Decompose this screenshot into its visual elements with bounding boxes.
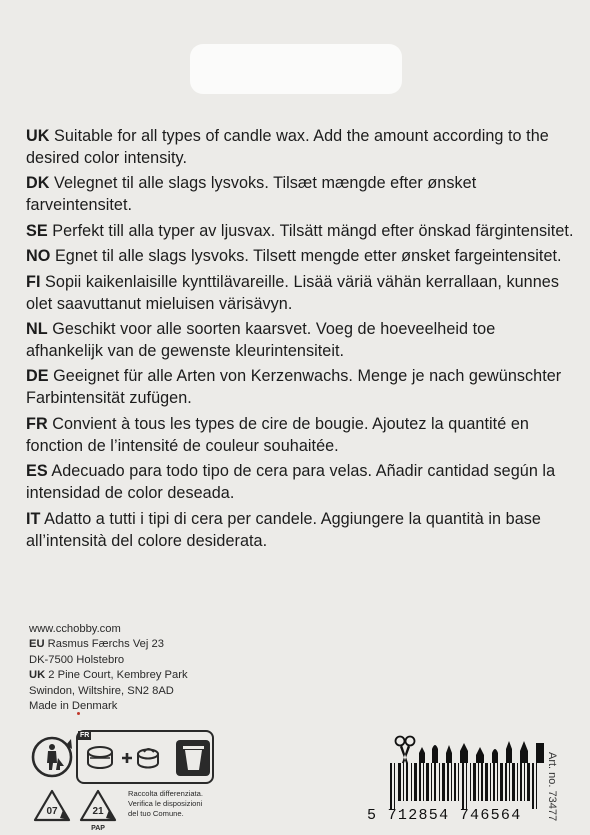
uk-address-line1: UK 2 Pine Court, Kembrey Park bbox=[29, 669, 188, 682]
instruction-fi: FI Sopii kaikenlaisille kynttilävareille. Lisää väriä vähän kerrallaan, kunnes olet saavuttanut mieluisen värisävyn. bbox=[26, 272, 559, 313]
code-07-text: 07 bbox=[46, 806, 58, 817]
recycle-code-21-icon bbox=[78, 788, 118, 834]
instruction-de: DE Geeignet für alle Arten von Kerzenwachs. Menge je nach gewünschter Farbintensität zufügen. bbox=[26, 367, 562, 408]
code-21-text: 21 bbox=[92, 806, 104, 817]
craft-tools-icon bbox=[396, 737, 545, 764]
barcode bbox=[386, 733, 552, 809]
hang-hole-tab bbox=[190, 44, 402, 94]
eu-address-line2: DK-7500 Holstebro bbox=[29, 653, 125, 666]
article-number: Art. no. 73477 bbox=[546, 752, 558, 822]
recycle-code-07-icon bbox=[32, 788, 72, 824]
instruction-no: NO Egnet til alle slags lysvoks. Tilsett mengde etter ønsket fargeintensitet. bbox=[26, 247, 562, 266]
instructions-block bbox=[26, 125, 574, 555]
website-text: www.cchobby.com bbox=[29, 623, 121, 635]
uk-address-line2: Swindon, Wiltshire, SN2 8AD bbox=[29, 684, 174, 697]
fr-label: FR bbox=[80, 732, 90, 739]
pap-text: PAP bbox=[91, 825, 105, 832]
instruction-dk: DK Velegnet til alle slags lysvoks. Tilsæt mængde efter ønsket farveintensitet. bbox=[26, 174, 477, 215]
sorting-info-icon bbox=[76, 730, 214, 784]
instruction-se: SE Perfekt till alla typer av ljusvax. Tilsätt mängd efter önskad färgintensitet. bbox=[26, 221, 574, 240]
instruction-fr: FR Convient à tous les types de cire de bougie. Ajoutez la quantité en fonction de l’intensité de couleur souhaitée. bbox=[26, 414, 529, 455]
made-in-text: Made in Denmark bbox=[29, 700, 118, 713]
triman-recycle-icon bbox=[30, 736, 74, 778]
instruction-es: ES Adecuado para todo tipo de cera para velas. Añadir cantidad según la intensidad de color deseada. bbox=[26, 462, 556, 503]
barcode-number: 5 712854 746564 bbox=[367, 807, 522, 824]
eu-address-line1: EU Rasmus Færchs Vej 23 bbox=[29, 638, 164, 651]
instruction-nl: NL Geschikt voor alle soorten kaarsvet. Voeg de hoeveelheid toe afhankelijk van de gewenste kleurintensiteit. bbox=[26, 319, 496, 360]
recycling-note: Raccolta differenziata. Verifica le disposizioni del tuo Comune. bbox=[128, 789, 203, 819]
manufacturer-address bbox=[29, 622, 188, 714]
instruction-uk: UK Suitable for all types of candle wax. Add the amount according to the desired color intensity. bbox=[26, 127, 549, 167]
red-dot bbox=[77, 712, 80, 715]
instruction-it: IT Adatto a tutti i tipi di cera per candele. Aggiungere la quantità in base all’intensità del colore desiderata. bbox=[26, 509, 541, 550]
